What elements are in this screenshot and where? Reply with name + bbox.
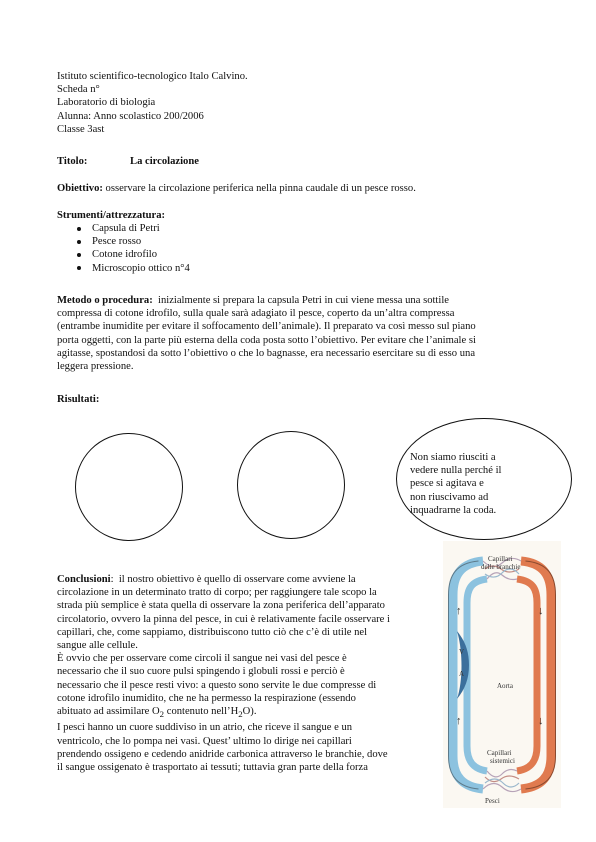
conclusions-line: necessario che il pesce resti vivo: a questo sono servite le due compresse di [57,679,377,691]
method-line: leggera pressione. [57,361,134,373]
school-name: Istituto scientifico-tecnologico Italo Calvino. [57,71,248,82]
title-row [57,155,199,168]
conclusions-line: il sangue ossigenato è trasportato ai tessuti; tuttavia gran parte della forza [57,761,368,773]
method-line: compressa di cotone idrofilo, sulla quale sarà adagiato il pesce, coperto da un’altra compressa [57,308,455,320]
conclusions-paragraph [57,573,441,774]
conclusions-line: prendendo ossigeno e cedendo anidride carbonica attraverso le branchie, dove [57,748,388,760]
list-item: Cotone idrofilo [75,248,190,261]
tools-heading: Strumenti/attrezzatura: [57,210,166,221]
list-item: Pesce rosso [75,235,190,248]
note-line: vedere nulla perché il [410,465,502,477]
list-item: Microscopio ottico n°4 [75,262,190,275]
arrow-down-icon: ↓ [538,715,544,727]
heart-atrium-label: A [459,670,465,678]
arrow-up-icon: ↑ [456,605,462,617]
conclusions-line: capillari, che, come sappiamo, distribuiscono tutto ciò che c’è di utile nel [57,626,368,638]
inner-vein [467,579,487,771]
student-year: Alunna: Anno scolastico 200/2006 [57,110,204,122]
conclusions-line: sangue alle cellule. [57,640,138,652]
conclusions-line: necessario che il suo cuore pulsi spingendo i globuli rossi e perciò è [57,666,345,678]
method-label: Metodo o procedura: [57,295,153,306]
objective [57,182,416,195]
title-label: Titolo: [57,156,88,167]
method-paragraph [57,294,537,373]
results-note [410,451,530,517]
method-line: agitasse, spostandosi da sotto l’obiettivo o che lo bagnasse, era necessario esercitare su di esso una [57,347,476,359]
conclusions-line: circolatorio, ovvero la pinna del pesce, in cui è relativamente facile osservare i [57,613,390,625]
note-line: pesce si agitava e [410,478,484,490]
heart-ventricle-label: V [459,648,465,656]
method-line: inizialmente si prepara la capsula Petri in cui viene messa una sottile [152,295,449,306]
systemic-label-line2: sistemici [490,757,515,765]
arrow-down-icon: ↓ [538,605,544,617]
formula-mid: contenuto nell’H [164,706,239,718]
method-line: (entrambe inumidite per evitare il soffocamento dell’animale). Il preparato va così messo sul piano [57,321,476,333]
conclusions-line: : il nostro obiettivo è quello di osservare come avviene la [110,574,356,585]
title-value: La circolazione [130,156,199,167]
formula-subscript: 2 [238,709,243,720]
conclusions-line: circolazione in un determinato tratto di corpo; per raggiungere tale scopo la [57,587,377,599]
method-line: porta oggetti, con la parte più esterna della coda posta sotto l’obiettivo. Per evitare che l’animale si [57,334,476,346]
conclusions-label: Conclusioni [57,574,111,585]
list-item: Capsula di Petri [75,222,190,235]
aorta-label: Aorta [497,682,513,690]
conclusions-line: strada più semplice è stata quella di osservare la zona periferica dell’apparato [57,600,385,612]
conclusions-line: cotone idrofilo inumidito, che ne ha permesso la respirazione (essendo [57,692,356,704]
observation-circle-2 [237,431,345,539]
objective-text: osservare la circolazione periferica nella pinna caudale di un pesce rosso. [102,183,416,194]
formula-subscript: 2 [159,709,165,720]
lab-name: Laboratorio di biologia [57,97,156,109]
conclusions-line: È ovvio che per osservare come circoli il sangue nei vasi del pesce è [57,653,347,665]
arrow-up-icon: ↑ [456,715,462,727]
gills-label-line1: Capillari [488,555,513,563]
document-header [57,70,248,136]
note-line: inquadrarne la coda. [410,504,497,516]
observation-circle-1 [75,433,183,541]
tools-list [75,222,190,275]
circulation-diagram [443,541,561,808]
sheet-number: Scheda n° [57,84,100,96]
formula-prefix: abituato ad assimilare O [57,706,160,718]
class-name: Classe 3ast [57,123,105,135]
conclusions-line: ventricolo, che lo pompa nei vasi. Quest’ ultimo lo dirige nei capillari [57,735,352,747]
note-line: non riuscivamo ad [410,491,489,503]
formula-suffix: O). [242,706,257,718]
conclusions-line: I pesci hanno un cuore suddiviso in un atrio, che riceve il sangue e un [57,722,353,734]
fish-circulation-figure [443,541,561,808]
systemic-capillaries [483,770,521,792]
results-heading: Risultati: [57,394,100,405]
note-line: Non siamo riusciti a [410,452,496,463]
objective-label: Obiettivo: [57,183,103,194]
gills-label-line2: delle branchie [481,563,521,571]
figure-caption: Pesci [485,797,500,805]
systemic-label-line1: Capillari [487,749,512,757]
formula-line [57,705,441,721]
inner-artery [517,579,537,771]
